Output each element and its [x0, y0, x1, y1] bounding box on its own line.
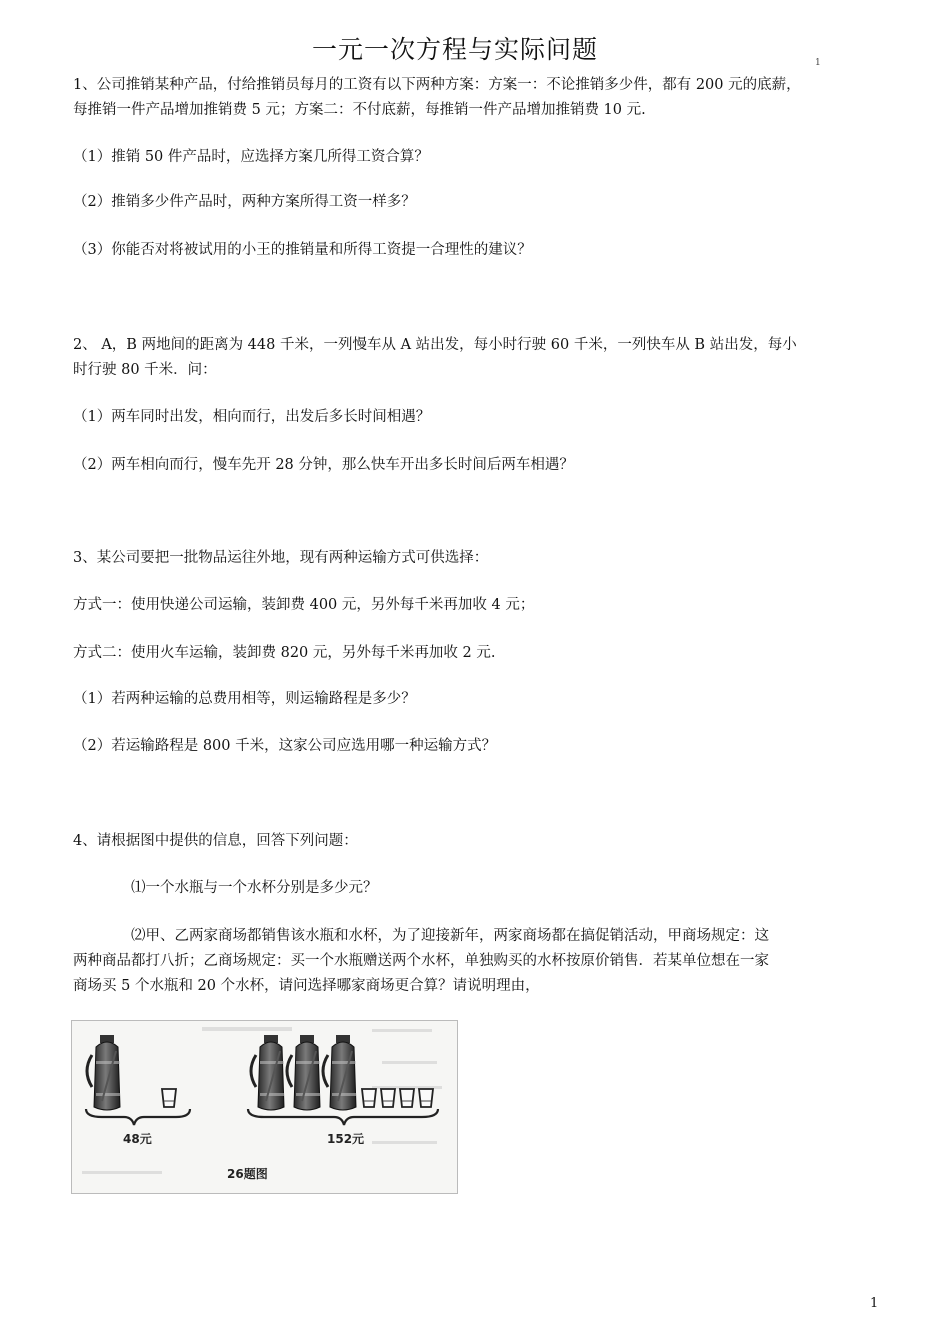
price-label-left: 48元	[123, 1132, 152, 1146]
thermos-bottle-icon	[287, 1035, 320, 1110]
q3-method-1: 方式一：使用快递公司运输，装卸费 400 元，另外每千米再加收 4 元；	[73, 597, 535, 613]
brace-left	[86, 1109, 190, 1125]
price-figure	[71, 1020, 458, 1194]
water-cup-icon	[381, 1089, 395, 1107]
q4-sub-2-line-3: 商场买 5 个水瓶和 20 个水杯，请问选择哪家商场更合算？请说明理由，	[73, 978, 540, 994]
q1-sub-3: （3）你能否对将被试用的小王的推销量和所得工资提一合理性的建议？	[73, 242, 532, 258]
q3-method-2: 方式二：使用火车运输，装卸费 820 元，另外每千米再加收 2 元.	[73, 645, 496, 661]
q1-line-2: 每推销一件产品增加推销费 5 元；方案二：不付底薪，每推销一件产品增加推销费 10 元.	[73, 102, 646, 118]
q3-sub-2: （2）若运输路程是 800 千米，这家公司应选用哪一种运输方式？	[73, 738, 497, 754]
q3-line-1: 3、某公司要把一批物品运往外地，现有两种运输方式可供选择：	[73, 550, 489, 566]
page-title: 一元一次方程与实际问题	[311, 35, 598, 64]
price-label-right: 152元	[327, 1132, 365, 1146]
page-number: 1	[870, 1296, 879, 1311]
q2-line-2: 时行驶 80 千米．问：	[73, 362, 217, 378]
corner-mark: 1	[815, 58, 821, 68]
water-cup-icon	[419, 1089, 433, 1107]
product-groups	[87, 1035, 433, 1110]
q4-sub-1: ⑴一个水瓶与一个水杯分别是多少元？	[131, 880, 378, 896]
water-cup-icon	[162, 1089, 176, 1107]
q4-sub-2-line-2: 两种商品都打八折；乙商场规定：买一个水瓶赠送两个水杯，单独购买的水杯按原价销售．若某单位想在一家	[73, 953, 769, 969]
q1-sub-1: （1）推销 50 件产品时，应选择方案几所得工资合算？	[73, 149, 429, 165]
brace-right	[248, 1109, 438, 1125]
water-cup-icon	[400, 1089, 414, 1107]
q2-line-1: 2、 A，B 两地间的距离为 448 千米，一列慢车从 A 站出发，每小时行驶 60 千米，一列快车从 B 站出发，每小	[73, 337, 797, 353]
q4-line-1: 4、请根据图中提供的信息，回答下列问题：	[73, 833, 358, 849]
thermos-bottle-icon	[323, 1035, 356, 1110]
q4-sub-2-line-1: ⑵甲、乙两家商场都销售该水瓶和水杯，为了迎接新年，两家商场都在搞促销活动，甲商场规定：这	[131, 928, 769, 944]
q3-sub-1: （1）若两种运输的总费用相等，则运输路程是多少？	[73, 691, 416, 707]
q1-line-1: 1、公司推销某种产品，付给推销员每月的工资有以下两种方案：方案一：不论推销多少件，都有 200 元的底薪，	[73, 77, 801, 93]
thermos-bottle-icon	[251, 1035, 284, 1110]
thermos-bottle-icon	[87, 1035, 120, 1110]
q2-sub-1: （1）两车同时出发，相向而行，出发后多长时间相遇？	[73, 409, 431, 425]
figure-caption: 26题图	[227, 1167, 268, 1181]
q2-sub-2: （2）两车相向而行，慢车先开 28 分钟，那么快车开出多长时间后两车相遇？	[73, 457, 574, 473]
q1-sub-2: （2）推销多少件产品时，两种方案所得工资一样多？	[73, 194, 416, 210]
water-cup-icon	[362, 1089, 376, 1107]
